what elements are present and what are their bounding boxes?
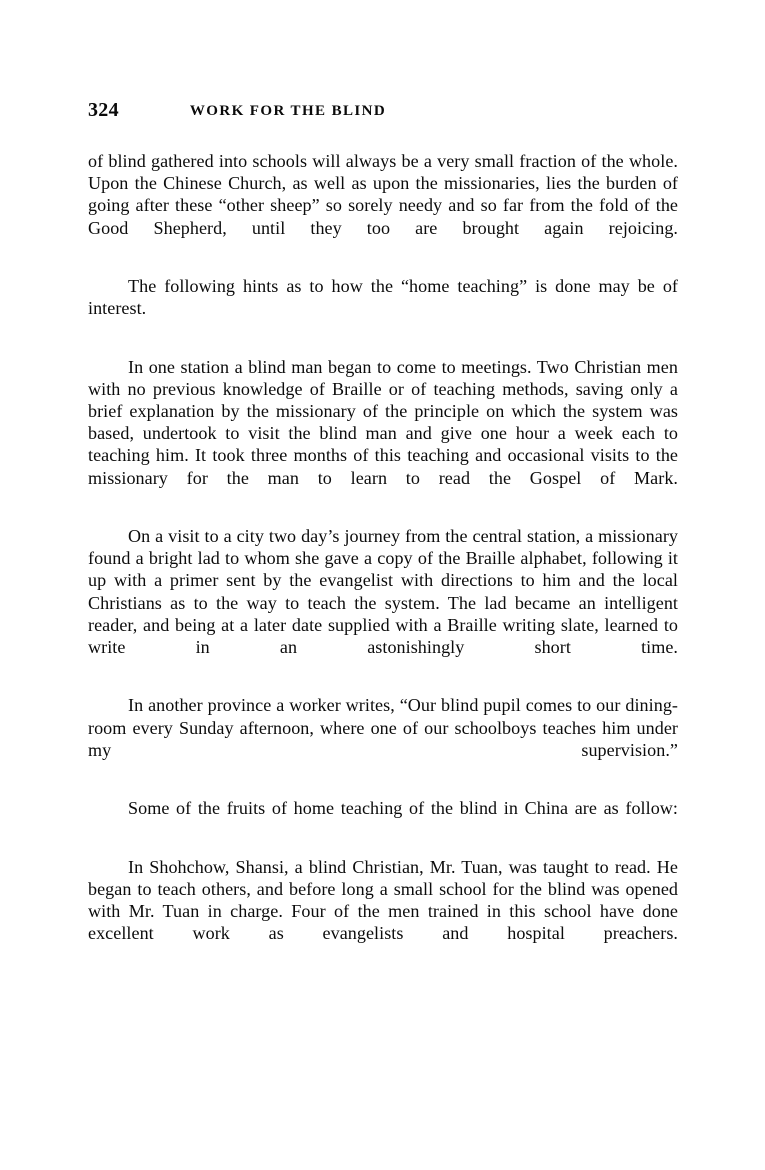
paragraph-2: The following hints as to how the “home teaching” is done may be of interest.: [88, 276, 678, 319]
paragraph-6: Some of the fruits of home teaching of the blind in China are as follow:: [128, 798, 678, 819]
paragraph-4: On a visit to a city two day’s journey from the central station, a missionary found a bright lad to whom she gave a copy of the Braille alphabet, following it up with a primer sent by the evangelist with directions to him and the local Christians as to the way to teach the system. The lad became an intelligent reader, and being at a later date supplied with a Braille writing slate, learned to write in an astonishingly short time.: [88, 526, 678, 658]
paragraph-7: In Shohchow, Shansi, a blind Christian, Mr. Tuan, was taught to read. He began to teach others, and before long a small school for the blind was opened with Mr. Tuan in charge. Four of the men trained in this school have done excellent work as evangelists and hospital preachers.: [88, 856, 678, 944]
paragraph-5: In another province a worker writes, “Our blind pupil comes to our dining-room every Sunday afternoon, where one of our schoolboys teaches him under my supervision.”: [88, 695, 678, 760]
running-header: [88, 98, 677, 122]
paragraph-3: In one station a blind man began to come to meetings. Two Christian men with no previous knowledge of Braille or of teaching methods, saving only a brief explanation by the missionary of the principle on which the system was based, undertook to visit the blind man and give one hour a week each to teaching him. It took three months of this teaching and occasional visits to the missionary for the man to learn to read the Gospel of Mark.: [88, 356, 678, 488]
body-text-block: [88, 150, 678, 967]
page-number: 324: [88, 99, 119, 121]
running-head-title: WORK FOR THE BLIND: [189, 103, 387, 119]
paragraph-1: of blind gathered into schools will always be a very small fraction of the whole. Upon the Chinese Church, as well as upon the missionaries, lies the burden of going after these “other sheep” so sorely needy and so far from the fold of the Good Shepherd, until they too are brought again rejoicing.: [88, 151, 678, 238]
